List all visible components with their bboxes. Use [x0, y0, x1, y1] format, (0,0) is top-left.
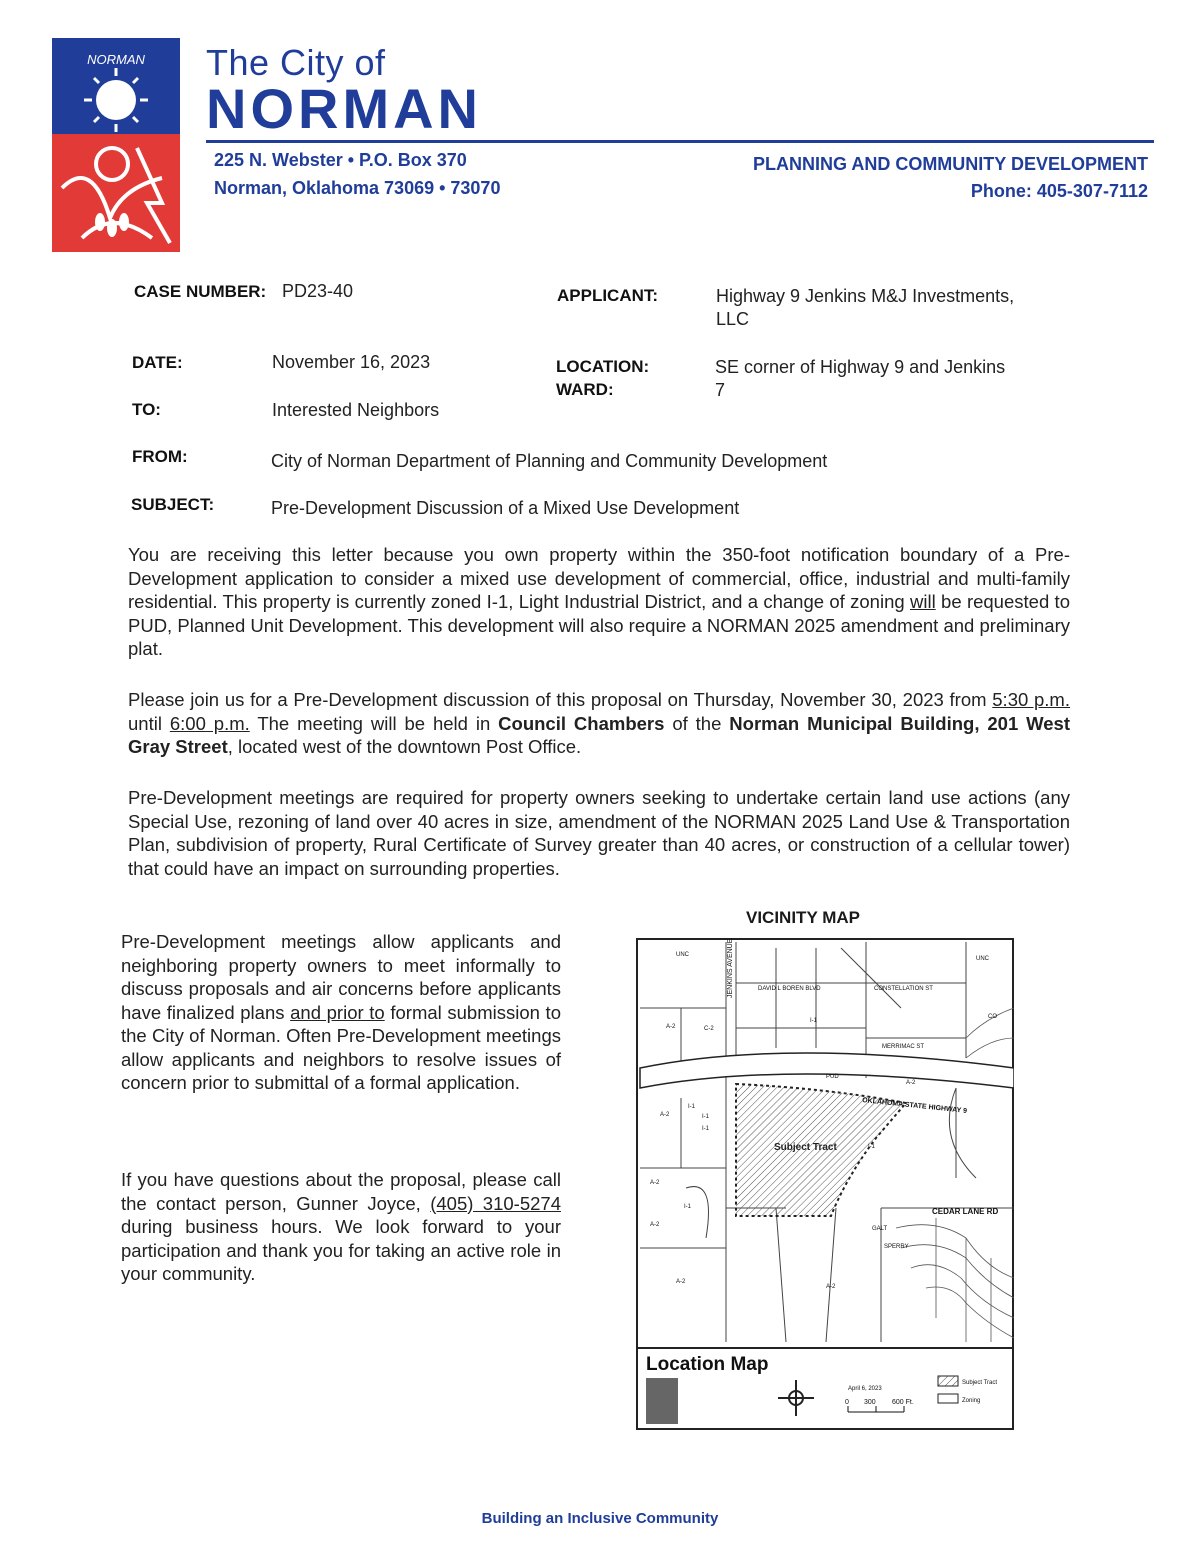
svg-text:UNC: UNC	[676, 952, 689, 958]
city-logo	[52, 38, 180, 252]
svg-text:CO: CO	[988, 1014, 997, 1020]
map-seal-icon	[646, 1378, 678, 1424]
applicant-value-line-1: Highway 9 Jenkins M&J Investments,	[716, 286, 1015, 306]
logo-wordmark: NORMAN	[87, 52, 145, 67]
svg-text:A-2: A-2	[650, 1180, 660, 1186]
location-value: SE corner of Highway 9 and Jenkins	[715, 357, 1006, 377]
legend-zoning-label: Zoning	[962, 1398, 981, 1404]
vicinity-map	[636, 938, 1014, 1430]
paragraph-purpose: Pre-Development meetings allow applicants and neighboring property owners to meet informally to discuss proposals and air concerns before applicants have finalized plans and prior to formal submission to the City of Norman. Often Pre-Development meetings allow applicants and neighbors to resolve issues of concern prior to submittal of a formal application.	[121, 931, 561, 1093]
scale-600: 600 Ft.	[892, 1399, 914, 1406]
from-label: FROM:	[132, 447, 188, 466]
applicant-value-line-2: LLC	[716, 309, 750, 329]
svg-text:A-2: A-2	[826, 1284, 836, 1290]
paragraph-notification: You are receiving this letter because you own property within the 350-foot notification boundary of a Pre-Development application to consider a mixed use development of commercial, office, industrial and multi-family residential. This property is currently zoned I-1, Light Industrial District, and a change of zoning will be requested to PUD, Planned Unit Development. This development will also require a NORMAN 2025 amendment and preliminary plat.	[128, 544, 1070, 659]
letterhead-rule	[206, 140, 1154, 143]
label-galt: GALT	[872, 1226, 888, 1232]
paragraph-meeting: Please join us for a Pre-Development discussion of this proposal on Thursday, November 30, 2023 from 5:30 p.m. until 6:00 p.m. The meeting will be held in Council Chambers of the Norman Municipal Building, 201 West Gray Street, located west of the downtown Post Office.	[128, 689, 1071, 757]
label-constellation: CONSTELLATION ST	[874, 986, 933, 992]
paragraph-requirements: Pre-Development meetings are required for property owners seeking to undertake certain land use actions (any Special Use, rezoning of land over 40 acres in size, amendment of the NORMAN 2025 Land Use & Transportation Plan, subdivision of property, Rural Certificate of Survey greater than 40 acres, or construction of a cellular tower) that could have an impact on surrounding properties.	[128, 787, 1070, 879]
legend-subject-label: Subject Tract	[962, 1380, 998, 1386]
letterhead-city-of: The City of	[206, 42, 386, 83]
svg-text:A-2: A-2	[676, 1279, 686, 1285]
svg-text:I-1: I-1	[684, 1204, 692, 1210]
department-name: PLANNING AND COMMUNITY DEVELOPMENT	[752, 154, 1148, 174]
to-label: TO:	[132, 400, 161, 419]
svg-text:I-1: I-1	[688, 1104, 696, 1110]
case-number-value: PD23-40	[282, 281, 354, 301]
footer-tagline: Building an Inclusive Community	[481, 1510, 719, 1527]
svg-text:I-1: I-1	[868, 1144, 876, 1150]
svg-text:I-1: I-1	[702, 1126, 710, 1132]
svg-text:A-2: A-2	[660, 1112, 670, 1118]
location-map-title: Location Map	[646, 1354, 769, 1375]
label-subject-tract: Subject Tract	[774, 1142, 837, 1153]
svg-text:A-2: A-2	[650, 1222, 660, 1228]
case-number-label: CASE NUMBER:	[134, 282, 267, 301]
address-line-1: 225 N. Webster • P.O. Box 370	[214, 150, 467, 170]
label-jenkins: JENKINS AVENUE	[727, 938, 734, 998]
date-value: November 16, 2023	[272, 352, 431, 372]
ward-label: WARD:	[556, 380, 614, 399]
map-date: April 6, 2023	[848, 1386, 882, 1392]
label-merrimac: MERRIMAC ST	[882, 1044, 924, 1050]
address-line-2: Norman, Oklahoma 73069 • 73070	[214, 178, 501, 198]
location-label: LOCATION:	[556, 357, 650, 376]
svg-text:C-2: C-2	[704, 1026, 714, 1032]
paragraph-contact: If you have questions about the proposal, please call the contact person, Gunner Joyce, (405) 310-5274 during business hours. We look forward to your participation and thank you for taking an active role in your community.	[121, 1169, 561, 1284]
svg-text:I-1: I-1	[810, 1018, 818, 1024]
label-cedar-lane: CEDAR LANE RD	[932, 1207, 999, 1216]
legend-subject-swatch	[938, 1376, 958, 1386]
letterhead-norman: NORMAN	[206, 77, 482, 140]
svg-text:I-1: I-1	[702, 1114, 710, 1120]
date-label: DATE:	[132, 353, 183, 372]
from-value: City of Norman Department of Planning and Community Development	[271, 451, 828, 471]
scale-300: 300	[864, 1399, 876, 1406]
label-sperry: SPERRY	[884, 1244, 909, 1250]
subject-value: Pre-Development Discussion of a Mixed Use Development	[271, 498, 740, 518]
svg-text:PUD: PUD	[826, 1074, 839, 1080]
label-highway: OKLAHOMA STATE HIGHWAY 9	[861, 1097, 968, 1115]
subject-label: SUBJECT:	[131, 495, 215, 514]
svg-text:UNC: UNC	[976, 956, 989, 962]
svg-text:A-2: A-2	[666, 1024, 676, 1030]
scale-0: 0	[845, 1399, 849, 1406]
ward-value: 7	[715, 380, 726, 400]
legend-zoning-swatch	[938, 1394, 958, 1403]
applicant-label: APPLICANT:	[557, 286, 659, 305]
label-boren: DAVID L BOREN BLVD	[758, 986, 821, 992]
department-phone: Phone: 405-307-7112	[970, 181, 1148, 201]
svg-text:A-2: A-2	[906, 1080, 916, 1086]
vicinity-map-title: VICINITY MAP	[746, 908, 860, 927]
to-value: Interested Neighbors	[272, 400, 440, 420]
